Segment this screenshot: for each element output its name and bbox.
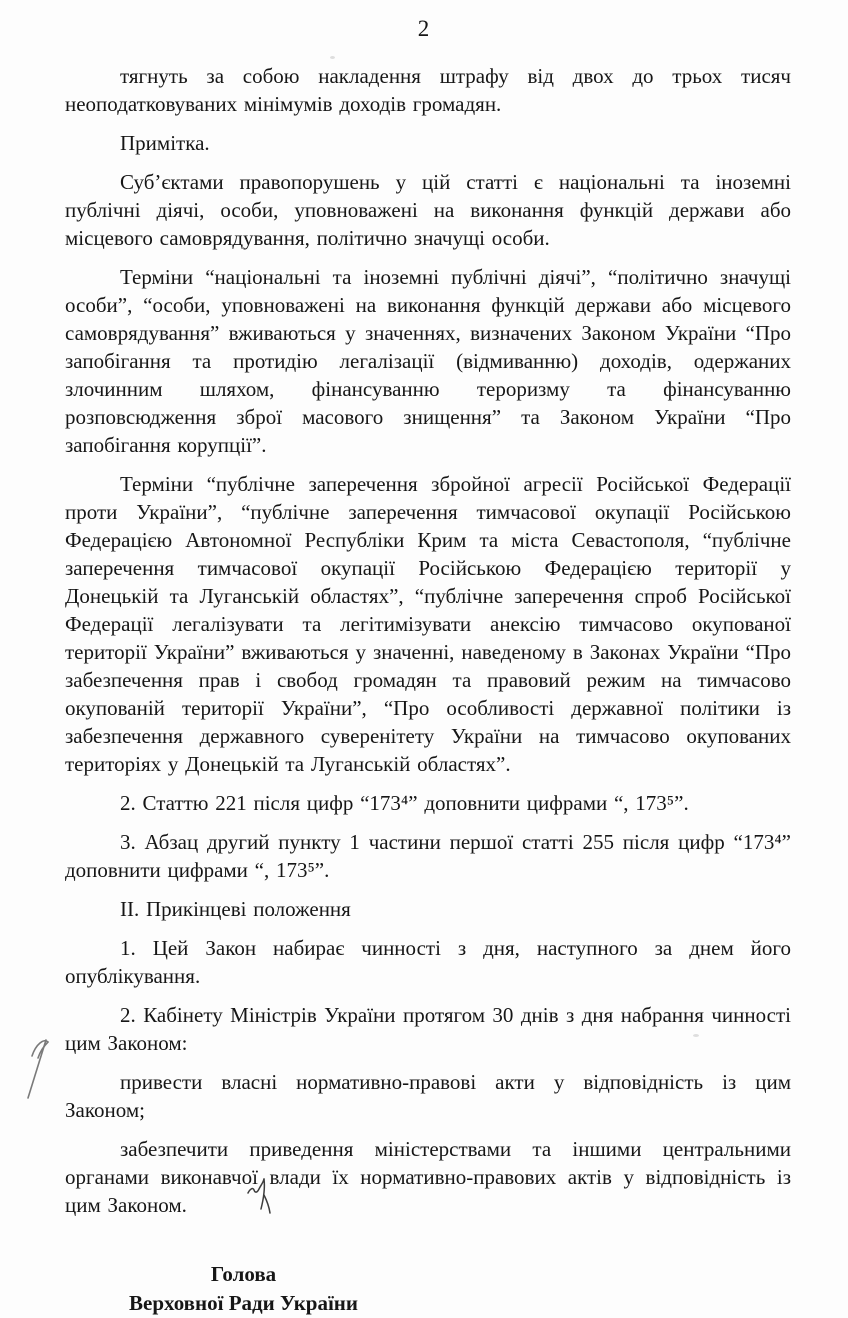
paragraph: 1. Цей Закон набирає чинності з дня, наступного за днем його опублікування. bbox=[65, 936, 791, 988]
paragraph: тягнуть за собою накладення штрафу від двох до трьох тисяч неоподатковуваних мінімумів доходів громадян. bbox=[65, 64, 791, 116]
handwritten-margin-mark bbox=[18, 1032, 56, 1104]
page-number: 2 bbox=[417, 16, 431, 41]
document-body bbox=[65, 62, 791, 1318]
signature-title-line2: Верховної Ради України bbox=[129, 1291, 359, 1315]
paragraph: Терміни “національні та іноземні публічні діячі”, “політично значущі особи”, “особи, уповноважені на виконання функцій держави або місцевого самоврядування” вживаються у значеннях, визначених Законом України “Про запобігання та протидію легалізації (відмиванню) доходів, одержаних злочинним шляхом, фінансуванню тероризму та фінансуванню розповсюдження зброї масового знищення” та Законом України “Про запобігання корупції”. bbox=[65, 265, 791, 457]
paragraph: Примітка. bbox=[120, 131, 210, 155]
paragraph: привести власні нормативно-правові акти у відповідність із цим Законом; bbox=[65, 1070, 791, 1122]
paragraph: Терміни “публічне заперечення збройної агресії Російської Федерації проти України”, “публічне заперечення тимчасової окупації Російською Федерацією Автономної Республіки Крим та міста Севастополя, “публічне заперечення тимчасової окупації Російською Федерацією території у Донецькій та Луганській областях”, “публічне заперечення спроб Російської Федерації легалізувати та легітимізувати анексію тимчасово окупованої території України” вживаються у значенні, наведеному в Законах України “Про забезпечення прав і свобод громадян та правовий режим на тимчасово окупованій території України”, “Про особливості державної політики із забезпечення державного суверенітету України на тимчасово окупованих територіях у Донецькій та Луганській областях”. bbox=[65, 472, 791, 776]
paragraph: ІІ. Прикінцеві положення bbox=[120, 897, 351, 921]
paragraph: 2. Статтю 221 після цифр “173⁴” доповнити цифрами “, 173⁵”. bbox=[120, 791, 689, 815]
paragraph: 2. Кабінету Міністрів України протягом 30 днів з дня набрання чинності цим Законом: bbox=[65, 1003, 791, 1055]
scan-speck bbox=[693, 1034, 699, 1037]
paragraph: Суб’єктами правопорушень у цій статті є національні та іноземні публічні діячі, особи, уповноважені на виконання функцій держави або місцевого самоврядування, політично значущі особи. bbox=[65, 170, 791, 250]
paragraph: 3. Абзац другий пункту 1 частини першої статті 255 після цифр “173⁴” доповнити цифрами “, 173⁵”. bbox=[65, 830, 791, 882]
handwritten-check-mark bbox=[244, 1175, 284, 1219]
paragraph: забезпечити приведення міністерствами та іншими центральними органами виконавчої влади їх нормативно-правових актів у відповідність із цим Законом. bbox=[65, 1137, 791, 1217]
signature-block bbox=[129, 1260, 358, 1318]
scan-speck bbox=[330, 56, 335, 59]
signature-title-line1: Голова bbox=[210, 1262, 277, 1286]
